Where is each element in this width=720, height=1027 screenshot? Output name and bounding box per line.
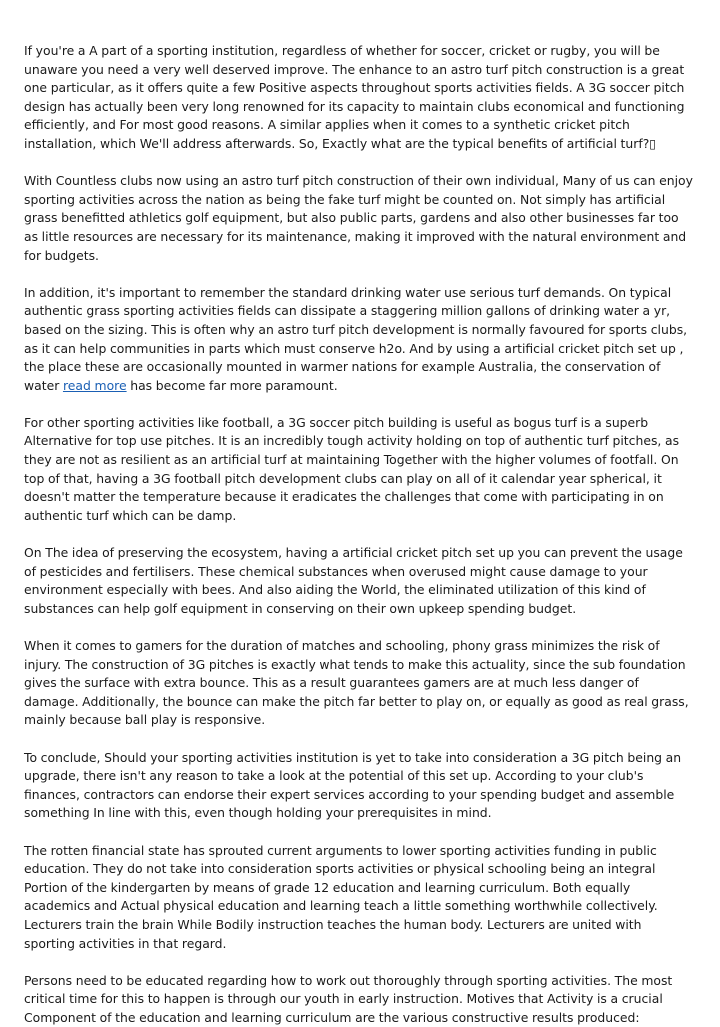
paragraph-7: To conclude, Should your sporting activities institution is yet to take into consideration a 3G pitch being an upgrade, there isn't any reason to take a look at the potential of this set up. According to your club's finances, contractors can endorse their expert services according to your spending budget and assemble something In line with this, even though holding your prerequisites in mind.: [24, 749, 682, 821]
paragraph-2: With Countless clubs now using an astro turf pitch construction of their own individual, Many of us can enjoy sporting activities across the nation as being the fake turf might be counted on. Not simply has artificial grass benefitted athletics golf equipment, but also public parts, gardens and also other businesses far too as little resources are necessary for its maintenance, making it improved with the natural environment and for budgets.: [24, 173, 693, 263]
paragraph-9: Persons need to be educated regarding how to work out thoroughly through sporting activities. The most critical time for this to happen is through our youth in early instruction. Motives that Activity is a crucial Component of the education and learning curriculum are the various constructive results produced:: [24, 972, 673, 1025]
paragraph-1: If you're a A part of a sporting institution, regardless of whether for soccer, cricket or rugby, you will be unaware you need a very well deserved improve. The enhance to an astro turf pitch construction is a great one particular, as it offers quite a few Positive aspects throughout sports activities fields. A 3G soccer pitch design has actually been very long renowned for its capacity to maintain clubs economical and functioning efficiently, and For most good reasons. A similar applies when it comes to a synthetic cricket pitch installation, which We'll address afterwards. So, Exactly what are the typical benefits of artificial turf?▯: [24, 43, 685, 151]
paragraph-4: For other sporting activities like football, a 3G soccer pitch building is useful as bogus turf is a superb Alternative for top use pitches. It is an incredibly tough activity holding on top of authentic turf pitches, as they are not as resilient as an artificial turf at maintaining Together with the higher volumes of footfall. On top of that, having a 3G football pitch development clubs can play on all of it calendar year spherical, it doesn't matter the temperature because it eradicates the challenges that come with participating in on authentic turf which can be damp.: [24, 414, 680, 523]
paragraph-6: When it comes to gamers for the duration of matches and schooling, phony grass minimizes the risk of injury. The construction of 3G pitches is exactly what tends to make this actuality, since the sub foundation gives the surface with extra bounce. This as a result guarantees gamers are at much less danger of damage. Additionally, the bounce can make the pitch far better to play on, or equally as good as real grass, mainly because ball play is responsive.: [24, 638, 689, 728]
paragraph-3: [24, 284, 694, 396]
paragraph-3-text-after: has become far more paramount.: [126, 377, 338, 393]
paragraph-3-text-before: In addition, it's important to remember the standard drinking water use serious turf demands. On typical authentic grass sporting activities fields can dissipate a staggering million gallons of drinking water a yr, based on the sizing. This is often why an astro turf pitch development is normally favoured for sports clubs, as it can help communities in parts which must conserve h2o. And by using a artificial cricket pitch set up , the place these are occasionally mounted in warmer nations for example Australia, the conservation of water: [24, 284, 688, 393]
read-more-link[interactable]: read more: [62, 377, 127, 393]
paragraph-5: On The idea of preserving the ecosystem, having a artificial cricket pitch set up you can prevent the usage of pesticides and fertilisers. These chemical substances when overused might cause damage to your environment especially with bees. And also aiding the World, the eliminated utilization of this kind of substances can help golf equipment in conserving on their own upkeep spending budget.: [24, 545, 683, 616]
paragraph-8: The rotten financial state has sprouted current arguments to lower sporting activities funding in public education. They do not take into consideration sports activities or physical schooling being an integral Portion of the kindergarten by means of grade 12 education and learning curriculum. Both equally academics and Actual physical education and learning teach a little something worthwhile collectively. Lecturers train the brain While Bodily instruction teaches the human body. Lecturers are united with sporting activities in that regard.: [24, 842, 658, 951]
